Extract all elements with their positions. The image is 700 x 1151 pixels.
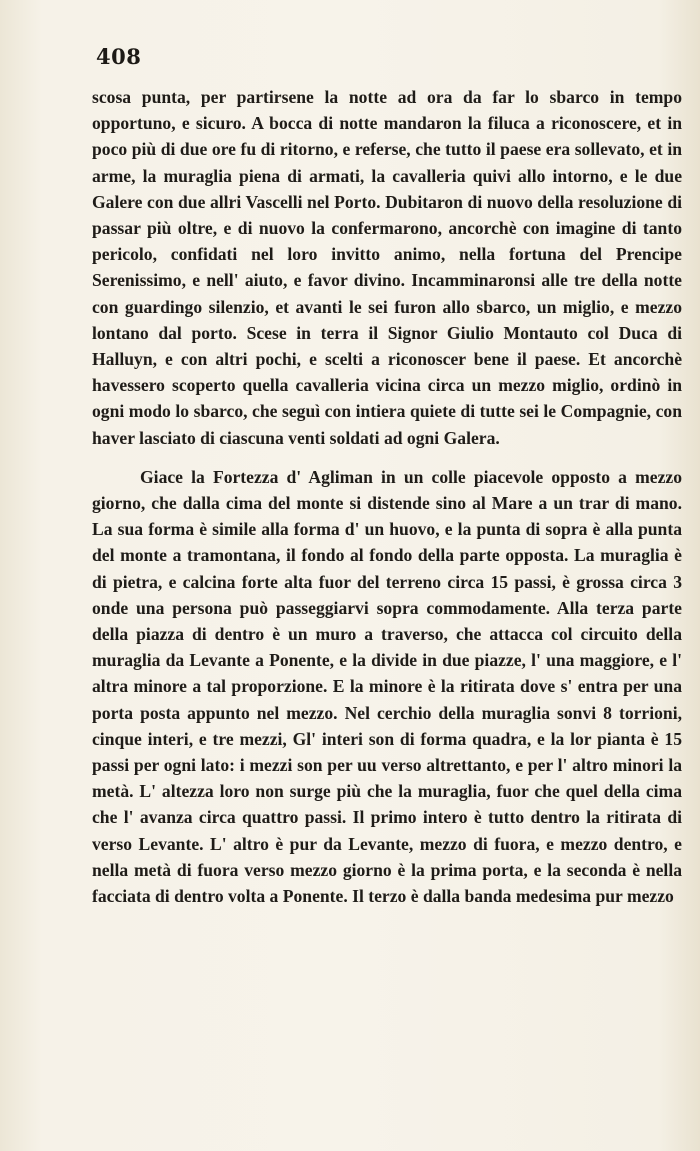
page-number: 408 (96, 44, 142, 69)
paragraph-2: Giace la Fortezza d' Agliman in un colle piacevole opposto a mezzo giorno, che dalla cima del monte si distende sino al Mare a un trar di mano. La sua forma è simile alla forma d' un huovo, e la punta di sopra è alla punta del monte a tramontana, il fondo al fondo della parte opposta. La muraglia è di pietra, e calcina forte alta fuor del terreno circa 15 passi, è grossa circa 3 onde una persona può passeggiarvi sopra commodamente. Alla terza parte della piazza di dentro è un muro a traverso, che attacca col circuito della muraglia da Levante a Ponente, e la divide in due piazze, l' una maggiore, e l' altra minore a tal proporzione. E la minore è la ritirata dove s' entra per una porta posta appunto nel mezzo. Nel cerchio della muraglia sonvi 8 torrioni, cinque interi, e tre mezzi, Gl' interi son di forma quadra, e la lor pianta è 15 passi per ogni lato: i mezzi son per uu verso altrettanto, e per l' altro minori la metà. L' altezza loro non surge più che la muraglia, fuor che quel della cima che l' avanza circa quattro passi. Il primo intero è tutto dentro la ritirata di verso Levante. L' altro è pur da Levante, mezzo di fuora, e mezzo dentro, e nella metà di fuora verso mezzo giorno è la prima porta, e la seconda è nella facciata di dentro volta a Ponente. Il terzo è dalla banda medesima pur mezzo (92, 466, 682, 907)
page-text (92, 84, 682, 909)
paragraph-1: scosa punta, per partirsene la notte ad ora da far lo sbarco in tempo opportuno, e sicuro. A bocca di notte mandaron la filuca a riconoscere, et in poco più di due ore fu di ritorno, e referse, che tutto il paese era sollevato, et in arme, la muraglia piena di armati, la cavalleria quivi allo intorno, e le due Galere con due allri Vascelli nel Porto. Dubitaron di nuovo della resoluzione di passar più oltre, e di nuovo la confermarono, ancorchè con imagine di tanto pericolo, confidati nel loro invitto animo, nella fortuna del Prencipe Serenissimo, e nell' aiuto, e favor divino. Incamminaronsi alle tre della notte con guardingo silenzio, et avanti le sei furon allo sbarco, un miglio, e mezzo lontano dal porto. Scese in terra il Signor Giulio Montauto col Duca di Halluyn, e con altri pochi, e scelti a riconoscer bene il paese. Et ancorchè havessero scoperto quella cavalleria vicina circa un mezzo miglio, ordinò in ogni modo lo sbarco, che seguì con intiera quiete di tutte sei le Compagnie, con haver lasciato di ciascuna venti soldati ad ogni Galera. (92, 87, 682, 448)
